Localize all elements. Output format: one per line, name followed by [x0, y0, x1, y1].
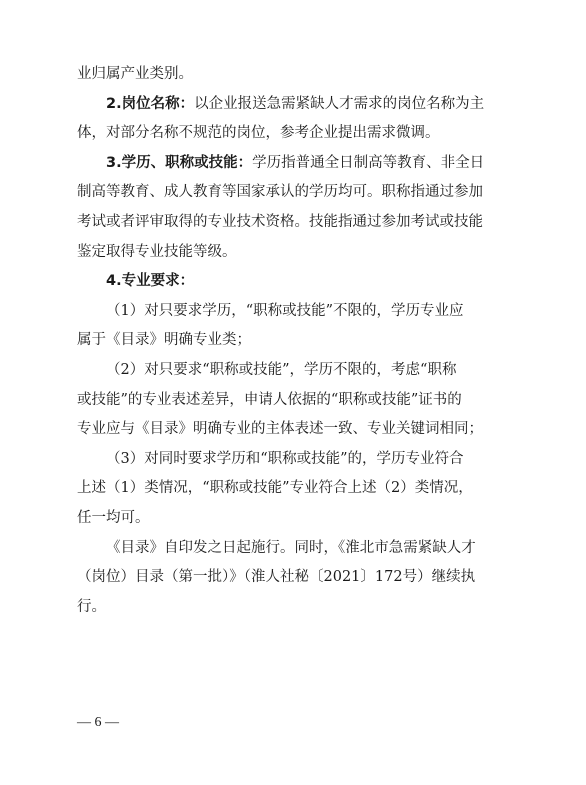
line-text: 学历指普通全日制高等教育、非全日 — [252, 154, 485, 171]
text-line-7 — [77, 238, 517, 268]
line-text: 《目录》自印发之日起施行。同时，《淮北市急需紧缺人才 — [106, 539, 476, 556]
text-line-10 — [77, 326, 517, 356]
line-text: 任一均可。 — [77, 509, 150, 526]
text-line-3 — [77, 119, 517, 149]
text-line-6 — [77, 208, 517, 238]
text-line-18 — [77, 563, 517, 593]
line-text: 或技能”的专业表述差异，申请人依据的“职称或技能”证书的 — [77, 391, 462, 408]
text-line-19 — [77, 593, 517, 623]
line-text: （岗位）目录（第一批）》（淮人社秘〔2021〕172号）继续执 — [77, 569, 476, 586]
text-line-1 — [77, 60, 517, 90]
line-text: 考试或者评审取得的专业技术资格。技能指通过参加考试或技能 — [77, 213, 483, 230]
line-text: 专业应与《目录》明确专业的主体表述一致、专业关键词相同； — [77, 421, 483, 438]
line-text: 属于《目录》明确专业类； — [77, 332, 251, 349]
text-line-9 — [77, 297, 517, 327]
text-line-17 — [77, 534, 517, 564]
section-heading-education — [77, 149, 517, 179]
line-text: 行。 — [77, 598, 106, 615]
section-heading-job-title — [77, 90, 517, 120]
text-line-16 — [77, 504, 517, 534]
line-text: （2）对只要求“职称或技能”，学历不限的，考虑“职称 — [106, 361, 457, 378]
document-body — [77, 60, 517, 622]
text-line-13 — [77, 415, 517, 445]
text-line-5 — [77, 178, 517, 208]
line-text: 体，对部分名称不规范的岗位，参考企业提出需求微调。 — [77, 125, 440, 142]
line-text: 制高等教育、成人教育等国家承认的学历均可。职称指通过参加 — [77, 184, 483, 201]
text-line-12 — [77, 386, 517, 416]
line-text: 上述（1）类情况，“职称或技能”专业符合上述（2）类情况， — [77, 480, 473, 497]
heading-label: 3.学历、职称或技能： — [106, 154, 253, 171]
line-text: （3）对同时要求学历和“职称或技能”的，学历专业符合 — [106, 450, 464, 467]
heading-label: 4.专业要求： — [106, 273, 195, 290]
text-line-14 — [77, 445, 517, 475]
line-text: 业归属产业类别。 — [77, 66, 193, 82]
text-line-15 — [77, 474, 517, 504]
line-text: 鉴定取得专业技能等级。 — [77, 243, 237, 260]
text-line-11 — [77, 356, 517, 386]
page-number: — 6 — — [77, 715, 119, 730]
heading-label: 2.岗位名称： — [106, 95, 195, 112]
line-text: 以企业报送急需紧缺人才需求的岗位名称为主 — [194, 95, 485, 112]
section-heading-major — [77, 267, 517, 297]
line-text: （1）对只要求学历，“职称或技能”不限的，学历专业应 — [106, 302, 464, 319]
